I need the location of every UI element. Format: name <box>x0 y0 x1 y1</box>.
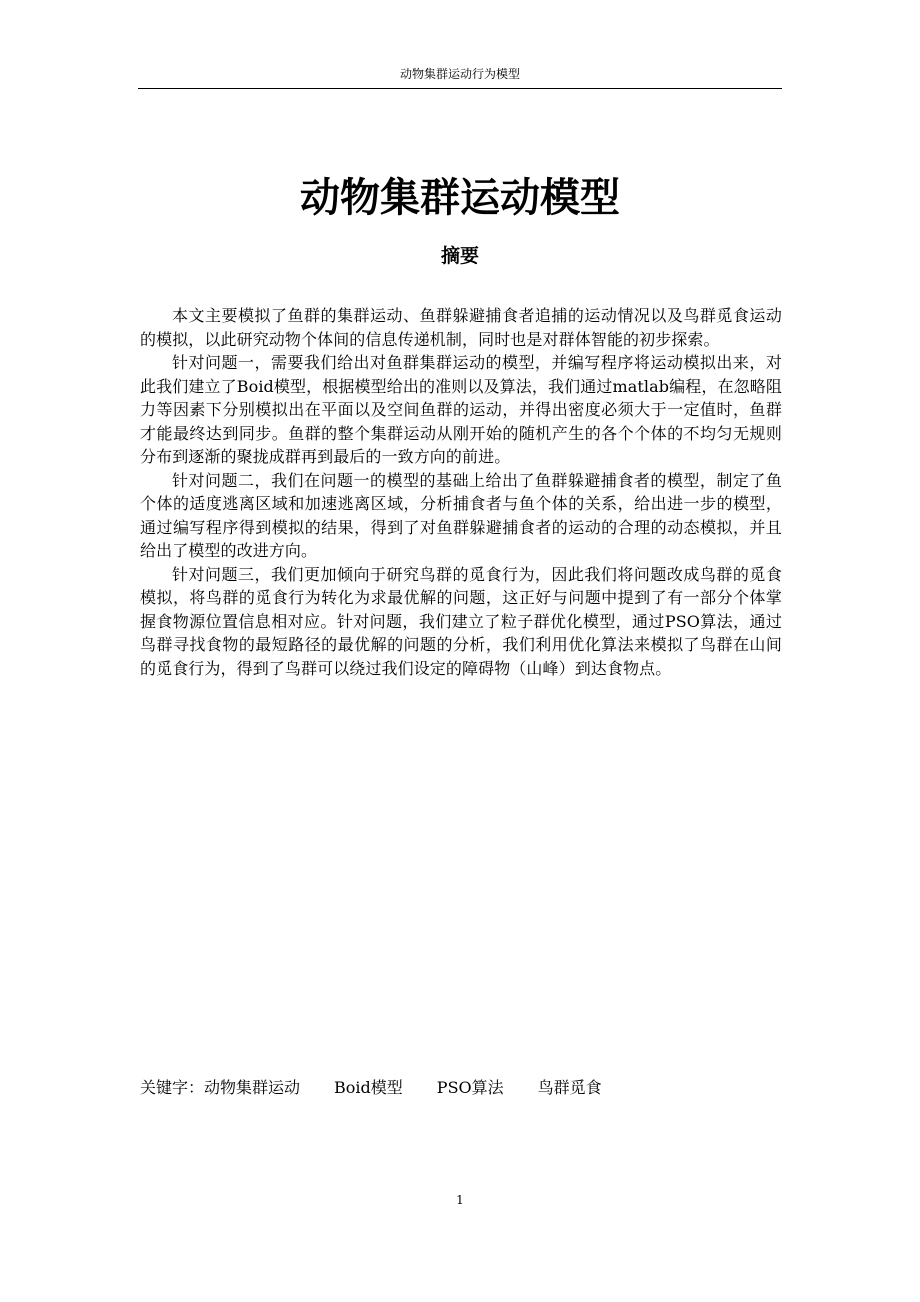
abstract-paragraph: 针对问题一，需要我们给出对鱼群集群运动的模型，并编写程序将运动模拟出来，对此我们建立了Boid模型，根据模型给出的准则以及算法，我们通过matlab编程，在忽略阻力等因素下分别模拟出在平面以及空间鱼群的运动，并得出密度必须大于一定值时，鱼群才能最终达到同步。鱼群的整个集群运动从刚开始的随机产生的各个个体的不均匀无规则分布到逐渐的聚拢成群再到最后的一致方向的前进。 <box>140 353 782 466</box>
abstract-paragraph: 本文主要模拟了鱼群的集群运动、鱼群躲避捕食者追捕的运动情况以及鸟群觅食运动的模拟，以此研究动物个体间的信息传递机制，同时也是对群体智能的初步探索。 <box>140 306 782 349</box>
document-title: 动物集群运动模型 <box>300 175 620 221</box>
keyword-item: PSO算法 <box>436 1078 504 1097</box>
abstract-paragraph: 针对问题三，我们更加倾向于研究鸟群的觅食行为，因此我们将问题改成鸟群的觅食模拟，将鸟群的觅食行为转化为求最优解的问题，这正好与问题中提到了有一部分个体掌握食物源位置信息相对应。针对问题，我们建立了粒子群优化模型，通过PSO算法，通过鸟群寻找食物的最短路径的最优解的问题的分析，我们利用优化算法来模拟了鸟群在山间的觅食行为，得到了鸟群可以绕过我们设定的障碍物（山峰）到达食物点。 <box>140 564 782 678</box>
abstract-paragraph: 针对问题二，我们在问题一的模型的基础上给出了鱼群躲避捕食者的模型，制定了鱼个体的适度逃离区域和加速逃离区域，分析捕食者与鱼个体的关系，给出进一步的模型，通过编写程序得到模拟的结果，得到了对鱼群躲避捕食者的运动的合理的动态模拟，并且给出了模型的改进方向。 <box>140 470 782 560</box>
page-number: 1 <box>456 1193 464 1207</box>
keywords-label: 关键字： <box>140 1078 205 1097</box>
abstract-heading: 摘要 <box>440 245 479 267</box>
keyword-item: Boid模型 <box>334 1078 403 1097</box>
running-header: 动物集群运动行为模型 <box>399 67 520 81</box>
keyword-item: 动物集群运动 <box>204 1078 301 1097</box>
keyword-item: 鸟群觅食 <box>537 1078 602 1097</box>
abstract-body <box>140 304 782 680</box>
header-rule <box>138 88 782 89</box>
keywords-line <box>140 1076 782 1100</box>
